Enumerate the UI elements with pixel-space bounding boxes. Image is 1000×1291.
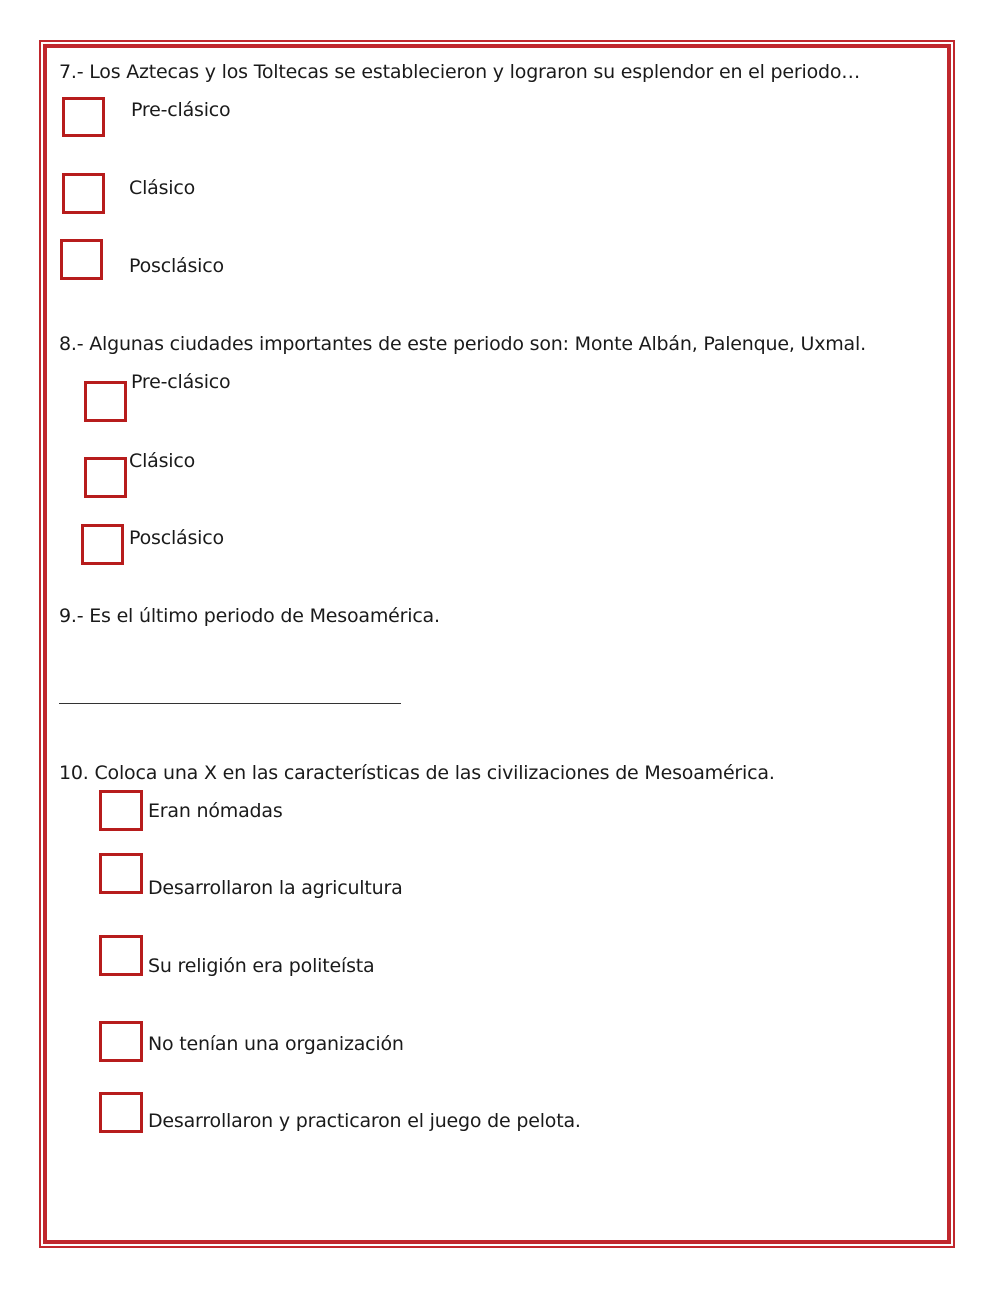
q10-option-organizacion: No tenían una organización: [148, 1033, 404, 1055]
question-10-text: 10. Coloca una X en las características de las civilizaciones de Mesoamérica.: [59, 762, 775, 784]
question-7-text: 7.- Los Aztecas y los Toltecas se establecieron y lograron su esplendor en el periodo…: [59, 61, 861, 83]
q8-option-preclasico: Pre-clásico: [131, 371, 231, 393]
q7-checkbox-posclasico[interactable]: [60, 239, 103, 280]
question-9-text: 9.- Es el último periodo de Mesoamérica.: [59, 605, 440, 627]
q10-checkbox-nomadas[interactable]: [99, 790, 143, 831]
q8-option-posclasico: Posclásico: [129, 527, 224, 549]
q7-checkbox-preclasico[interactable]: [62, 97, 105, 137]
q10-option-agricultura: Desarrollaron la agricultura: [148, 877, 403, 899]
q8-checkbox-posclasico[interactable]: [81, 524, 124, 565]
q10-option-politeista: Su religión era politeísta: [148, 955, 375, 977]
q8-checkbox-clasico[interactable]: [84, 457, 127, 498]
q7-option-clasico: Clásico: [129, 177, 196, 199]
q9-answer-line[interactable]: [59, 703, 401, 704]
q7-option-posclasico: Posclásico: [129, 255, 224, 277]
page-border-inner: [43, 44, 951, 1244]
q10-checkbox-organizacion[interactable]: [99, 1021, 143, 1062]
q10-checkbox-juego-pelota[interactable]: [99, 1092, 143, 1133]
q10-checkbox-agricultura[interactable]: [99, 853, 143, 894]
q10-checkbox-politeista[interactable]: [99, 935, 143, 976]
q10-option-nomadas: Eran nómadas: [148, 800, 283, 822]
q10-option-juego-pelota: Desarrollaron y practicaron el juego de pelota.: [148, 1110, 581, 1132]
q7-checkbox-clasico[interactable]: [62, 173, 105, 214]
question-8-text: 8.- Algunas ciudades importantes de este periodo son: Monte Albán, Palenque, Uxmal.: [59, 333, 866, 355]
q7-option-preclasico: Pre-clásico: [131, 99, 231, 121]
q8-option-clasico: Clásico: [129, 450, 196, 472]
q8-checkbox-preclasico[interactable]: [84, 381, 127, 422]
